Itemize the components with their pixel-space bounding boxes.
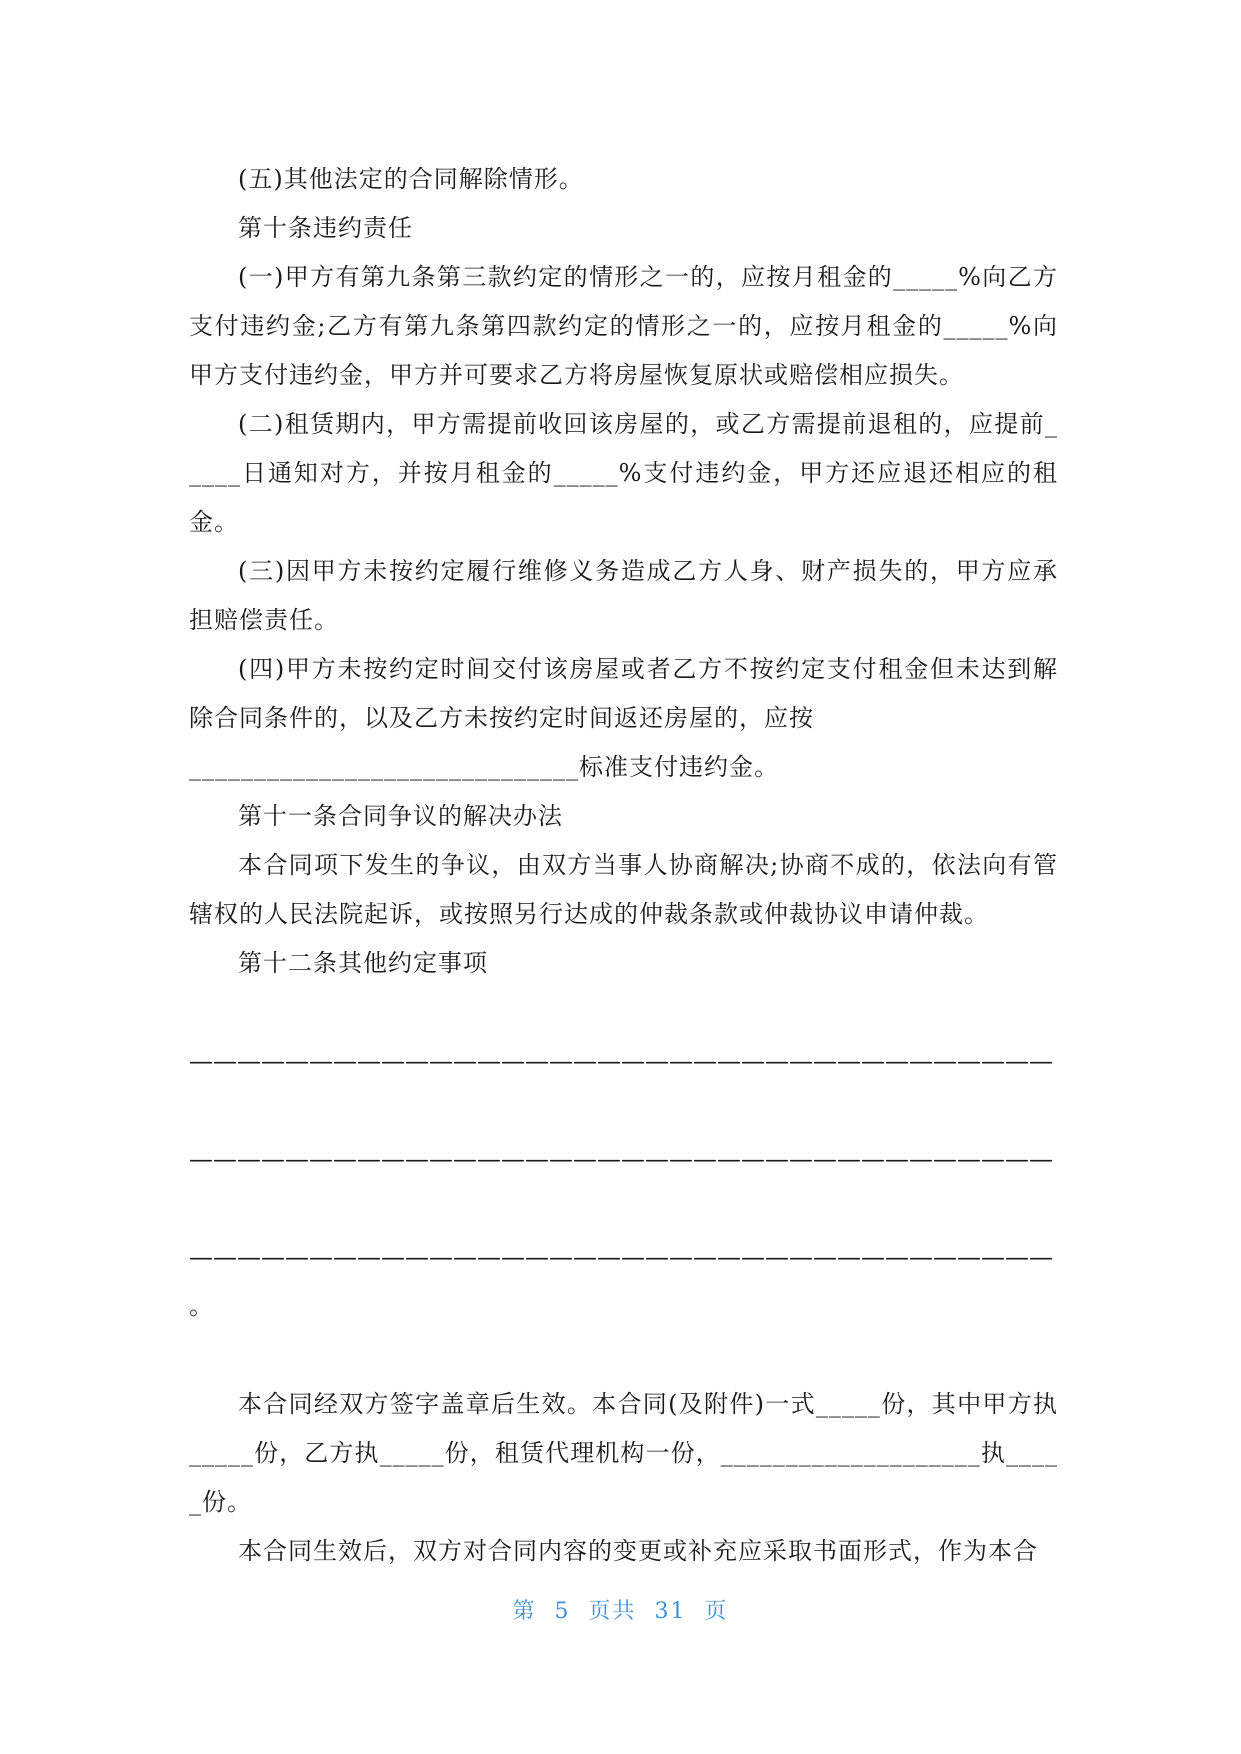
paragraph-clause-9-5: (五)其他法定的合同解除情形。 [238, 165, 584, 193]
paragraph-clause-10-1: (一)甲方有第九条第三款约定的情形之一的，应按月租金的_____%向乙方支付违约金;乙方有第九条第四款约定的情形之一的，应按月租金的_____%向甲方支付违约金，甲方并可要求乙方将房屋恢复原状或赔偿相应损失。 [189, 263, 1058, 389]
footer-prefix: 第 [512, 1599, 537, 1624]
spacer [189, 1331, 1058, 1380]
paragraph-clause-10-4: (四)甲方未按约定时间交付该房屋或者乙方不按约定支付租金但未达到解除合同条件的，以及乙方未按约定时间返还房屋的，应按 [189, 655, 1058, 732]
paragraph-clause-10-3: (三)因甲方未按约定履行维修义务造成乙方人身、财产损失的，甲方应承担赔偿责任。 [189, 557, 1058, 634]
footer-suffix: 页 [704, 1599, 729, 1624]
paragraph-clause-10-2: (二)租赁期内，甲方需提前收回该房屋的，或乙方需提前退租的，应提前_____日通知对方，并按月租金的_____%支付违约金，甲方还应退还相应的租金。 [189, 410, 1058, 536]
fill-in-line: ———————————————————————————————————— [189, 1145, 1053, 1173]
document-body [189, 155, 1058, 1576]
heading-article-12: 第十二条其他约定事项 [238, 949, 488, 977]
fill-in-line: ———————————————————————————————————— [189, 1047, 1053, 1075]
paragraph-effectiveness: 本合同经双方签字盖章后生效。本合同(及附件)一式_____份，其中甲方执_____份，乙方执_____份，租赁代理机构一份，____________________执_____份。 [189, 1390, 1058, 1516]
total-page-count: 31 [654, 1599, 687, 1624]
heading-article-11: 第十一条合同争议的解决办法 [238, 802, 563, 830]
heading-article-10: 第十条违约责任 [238, 214, 413, 242]
paragraph-clause-10-4-standard: ______________________________标准支付违约金。 [189, 753, 779, 781]
paragraph-dispute-resolution: 本合同项下发生的争议，由双方当事人协商解决;协商不成的，依法向有管辖权的人民法院起诉，或按照另行达成的仲裁条款或仲裁协议申请仲裁。 [189, 851, 1058, 928]
current-page-number: 5 [554, 1599, 571, 1624]
page-footer [0, 1594, 1241, 1625]
fill-in-line: ———————————————————————————————————— [189, 1243, 1053, 1271]
terminal-period: 。 [189, 1292, 214, 1320]
footer-middle: 页共 [588, 1599, 637, 1624]
paragraph-amendment: 本合同生效后，双方对合同内容的变更或补充应采取书面形式，作为本合 [238, 1537, 1038, 1565]
